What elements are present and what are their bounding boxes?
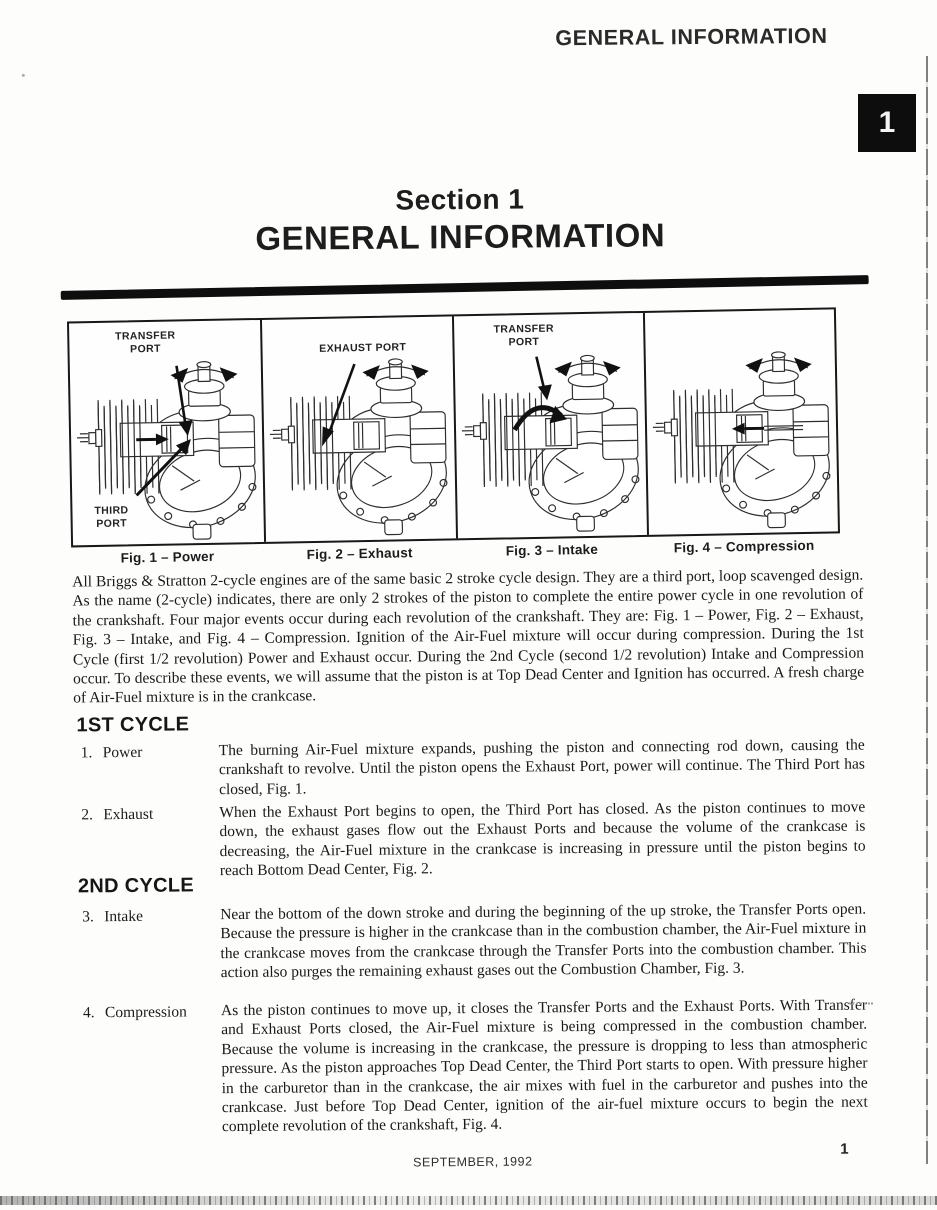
figure-panel-compression bbox=[643, 309, 838, 534]
footer-date: SEPTEMBER, 1992 bbox=[413, 1154, 533, 1170]
page-number: 1 bbox=[840, 1140, 849, 1158]
title-rule bbox=[61, 275, 869, 300]
figure-panel-intake bbox=[451, 313, 646, 538]
pencil-mark bbox=[849, 1002, 873, 1004]
list-item-power bbox=[81, 736, 865, 801]
section-title bbox=[64, 181, 857, 260]
engine-diagram-icon bbox=[265, 334, 454, 539]
intro-paragraph: All Briggs & Stratton 2-cycle engines are of the same basic 2 stroke cycle design. They are a third port, loop scavenged design. As the name (2-cycle) indicates, there are only 2 strokes of the piston to complete the entire power cycle in one revolution of the crankshaft. Four major events occur during each revolution of the crankshaft. They are: Fig. 1 – Power, Fig. 2 – Exhaust, Fig. 3 – Intake, and Fig. 4 – Compression. Ignition of the Air-Fuel mixture will occur during compression. During the 1st Cycle (first 1/2 revolution) Power and Exhaust occur. During the 2nd Cycle (second 1/2 revolution) Intake and Compression occur. To describe these events, we will assume that the piston is at Top Dead Center and Ignition has occurred. A fresh charge of Air-Fuel mixture is in the crankcase. bbox=[72, 566, 865, 707]
scan-edge-artifact bbox=[0, 1196, 937, 1205]
item-number: 4. bbox=[82, 1004, 95, 1022]
figure-caption-2: Fig. 2 – Exhaust bbox=[306, 545, 413, 563]
figure-label-transfer-port: TRANSFER PORT bbox=[114, 329, 176, 356]
item-text: When the Exhaust Port begins to open, the Third Port has closed. As the piston continues to move down, the exhaust gases flow out the Exhaust Ports and because the volume of the crankcase is decreasing, the Air-Fuel mixture in the crankcase is increasing in pressure until the piston begins to reach Bottom Dead Center, Fig. 2. bbox=[219, 798, 866, 880]
section-tab-badge: 1 bbox=[858, 94, 916, 152]
scan-edge-line bbox=[926, 56, 928, 1164]
figure-panel-exhaust bbox=[260, 316, 455, 541]
item-name: Power bbox=[102, 743, 143, 762]
engine-diagram-icon bbox=[456, 331, 645, 536]
figure-box bbox=[67, 307, 840, 547]
item-label bbox=[82, 908, 143, 927]
item-text: Near the bottom of the down stroke and during the beginning of the up stroke, the Transfer Ports open. Because the pressure is higher in the crankcase than in the combustion chamber, the Air-Fuel mixture in the crankcase moves from the crankcase through the Transfer Ports into the combustion chamber. This action also purges the remaining exhaust gases out the Combustion Chamber, Fig. 3. bbox=[220, 900, 867, 982]
figure-strip bbox=[67, 307, 840, 566]
item-label bbox=[81, 744, 143, 763]
item-name: Compression bbox=[104, 1003, 187, 1022]
list-item-exhaust bbox=[81, 798, 866, 882]
heading-1st-cycle: 1ST CYCLE bbox=[76, 713, 190, 737]
section-title-line2: GENERAL INFORMATION bbox=[255, 216, 666, 257]
item-name: Intake bbox=[104, 907, 143, 926]
running-header: GENERAL INFORMATION bbox=[555, 23, 828, 51]
engine-diagram-icon bbox=[647, 327, 836, 532]
figure-panel-power bbox=[69, 320, 264, 545]
figure-label-exhaust-port: EXHAUST PORT bbox=[319, 341, 407, 355]
figure-label-transfer-port: TRANSFER PORT bbox=[493, 322, 554, 349]
item-label bbox=[83, 1003, 187, 1022]
item-number: 2. bbox=[81, 806, 93, 824]
item-text: As the piston continues to move up, it closes the Transfer Ports and the Exhaust Ports. With Transfer and Exhaust Ports closed, the Air-Fuel mixture is being compressed in the combustion chamber. Because the volume is increasing in the crankcase, the pressure is dropping to less than atmospheric pressure. As the piston approaches Top Dead Center, the Third Port starts to open. With pressure higher in the carburetor than in the crankcase, the air mixes with fuel in the carburetor and pushes into the crankcase. Just before Top Dead Center, ignition of the air-fuel mixture occurs to begin the next complete revolution of the crankshaft, Fig. 4. bbox=[220, 996, 868, 1136]
figure-label-third-port: THIRD PORT bbox=[94, 504, 129, 530]
scan-speckle bbox=[22, 74, 25, 77]
figure-caption-1: Fig. 1 – Power bbox=[120, 548, 215, 566]
list-item-compression bbox=[83, 996, 868, 1139]
heading-2nd-cycle: 2ND CYCLE bbox=[77, 874, 195, 898]
item-text: The burning Air-Fuel mixture expands, pushing the piston and connecting rod down, causing the crankshaft to revolve. Until the piston opens the Exhaust Port, power will continue. The Third Port has closed, Fig. 1. bbox=[218, 736, 865, 798]
figure-caption-3: Fig. 3 – Intake bbox=[505, 541, 599, 559]
item-number: 3. bbox=[82, 908, 94, 926]
item-label bbox=[81, 806, 153, 825]
list-item-intake bbox=[82, 900, 867, 984]
section-title-line1: Section 1 bbox=[395, 183, 525, 216]
figure-caption-4: Fig. 4 – Compression bbox=[673, 537, 815, 556]
item-name: Exhaust bbox=[103, 805, 154, 824]
item-number: 1. bbox=[80, 744, 93, 762]
